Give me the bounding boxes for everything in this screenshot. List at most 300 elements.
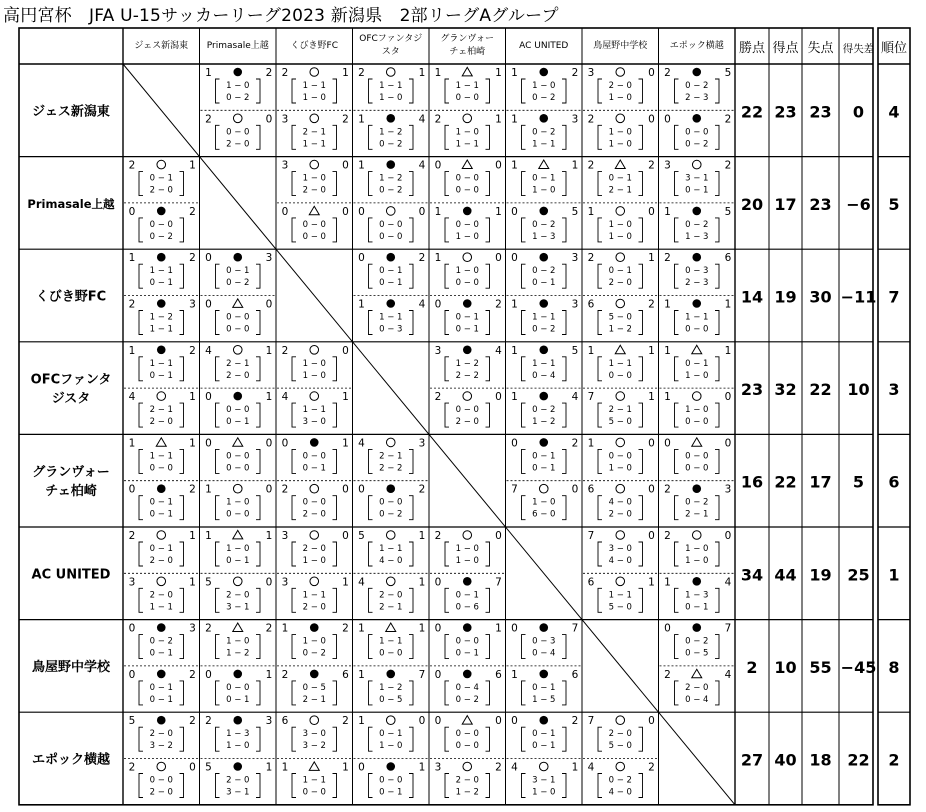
- row-header-team: AC UNITED: [31, 567, 111, 583]
- halftime-bracket-left: [292, 218, 296, 242]
- win-mark: [310, 531, 319, 540]
- match-score-for: 7: [587, 391, 595, 404]
- match-score-for: 0: [434, 668, 442, 681]
- second-half-score: 0 − 0: [685, 324, 709, 335]
- second-half-score: 0 − 1: [532, 741, 556, 752]
- halftime-bracket-left: [369, 727, 373, 751]
- match-score-against: 1: [189, 391, 196, 404]
- match-score-for: 0: [281, 205, 289, 218]
- second-half-score: 2 − 1: [685, 509, 709, 520]
- match-score-against: 2: [571, 67, 579, 79]
- match-score-for: 1: [434, 67, 442, 79]
- match-score-for: 2: [281, 344, 289, 357]
- page-title: 高円宮杯 JFA U-15サッカーリーグ2023 新潟県 2部リーグAグループ: [3, 6, 559, 26]
- loss-mark: [157, 346, 166, 355]
- match-score-against: 0: [495, 252, 502, 265]
- column-header-team: エポック横越: [669, 41, 724, 51]
- match-score-for: 2: [664, 483, 671, 496]
- match-score-against: 0: [495, 530, 502, 542]
- match-score-against: 0: [495, 715, 502, 728]
- match-score-for: 3: [281, 113, 289, 126]
- match-score-for: 1: [205, 530, 212, 542]
- second-half-score: 2 − 0: [302, 185, 326, 196]
- first-half-score: 1 − 0: [608, 127, 632, 138]
- first-half-score: 1 − 3: [685, 590, 709, 601]
- standing-value: 18: [809, 750, 832, 770]
- standing-value: 8: [888, 657, 900, 677]
- match-score-against: 1: [265, 668, 273, 681]
- second-half-score: 0 − 1: [226, 694, 250, 705]
- win-mark: [463, 392, 472, 401]
- halftime-bracket-right: [486, 79, 490, 103]
- match-score-against: 2: [189, 483, 196, 496]
- win-mark: [157, 160, 166, 169]
- second-half-score: 2 − 0: [149, 787, 173, 798]
- second-half-score: 0 − 0: [608, 370, 632, 381]
- first-half-score: 0 − 1: [532, 451, 556, 462]
- match-score-for: 0: [128, 668, 136, 681]
- halftime-bracket-left: [445, 311, 449, 335]
- match-score-against: 1: [418, 530, 426, 542]
- first-half-score: 0 − 2: [608, 775, 632, 786]
- win-mark: [692, 531, 701, 540]
- first-half-score: 1 − 1: [532, 312, 556, 323]
- draw-mark: [233, 530, 243, 539]
- second-half-score: 2 − 0: [226, 370, 250, 381]
- match-score-against: 0: [571, 483, 579, 496]
- match-score-for: 0: [434, 298, 442, 311]
- loss-mark: [539, 346, 548, 355]
- loss-mark: [463, 577, 472, 586]
- halftime-bracket-left: [139, 449, 143, 473]
- halftime-bracket-left: [522, 496, 526, 520]
- table-border-rank: [878, 28, 910, 805]
- halftime-bracket-left: [292, 542, 296, 566]
- halftime-bracket-right: [409, 449, 413, 473]
- match-score-for: 3: [587, 67, 595, 79]
- match-score-for: 4: [358, 437, 365, 450]
- first-half-score: 0 − 0: [455, 219, 479, 230]
- second-half-score: 0 − 2: [455, 694, 479, 705]
- first-half-score: 0 − 1: [608, 173, 632, 184]
- match-score-for: 0: [128, 622, 136, 635]
- halftime-bracket-right: [715, 125, 719, 149]
- second-half-score: 2 − 3: [685, 278, 709, 289]
- halftime-bracket-left: [598, 588, 602, 612]
- loss-mark: [463, 207, 472, 216]
- first-half-score: 0 − 0: [379, 497, 403, 508]
- win-mark: [157, 762, 166, 771]
- match-score-for: 1: [587, 344, 595, 357]
- second-half-score: 0 − 0: [226, 509, 250, 520]
- loss-mark: [233, 68, 242, 77]
- halftime-bracket-right: [562, 403, 566, 427]
- halftime-bracket-left: [369, 125, 373, 149]
- second-half-score: 3 − 2: [302, 741, 326, 752]
- halftime-bracket-left: [216, 774, 220, 798]
- halftime-bracket-right: [486, 125, 490, 149]
- match-score-for: 1: [434, 205, 442, 218]
- match-score-for: 2: [128, 298, 136, 311]
- halftime-bracket-left: [139, 542, 143, 566]
- second-half-score: 2 − 1: [608, 185, 632, 196]
- halftime-bracket-right: [486, 542, 490, 566]
- row-header-team: ジェス新潟東: [32, 104, 110, 120]
- halftime-bracket-right: [409, 79, 413, 103]
- first-half-score: 0 − 2: [149, 636, 173, 647]
- second-half-score: 0 − 1: [685, 602, 709, 613]
- match-score-against: 0: [265, 483, 273, 496]
- match-score-against: 2: [189, 344, 196, 357]
- second-half-score: 5 − 0: [608, 602, 632, 613]
- match-score-for: 0: [205, 298, 212, 311]
- first-half-score: 0 − 1: [608, 266, 632, 277]
- first-half-score: 0 − 2: [532, 219, 556, 230]
- match-score-for: 0: [511, 252, 518, 265]
- win-mark: [386, 438, 395, 447]
- match-score-for: 2: [434, 530, 442, 542]
- first-half-score: 1 − 1: [532, 358, 556, 369]
- halftime-bracket-right: [256, 264, 260, 288]
- row-header-team: グランヴォー: [32, 465, 110, 481]
- halftime-bracket-left: [139, 635, 143, 659]
- loss-mark: [463, 299, 472, 308]
- match-score-for: 1: [434, 252, 442, 265]
- draw-mark: [156, 438, 166, 447]
- second-half-score: 0 − 1: [379, 278, 403, 289]
- match-score-for: 4: [281, 391, 289, 404]
- halftime-bracket-right: [639, 496, 643, 520]
- loss-mark: [692, 253, 701, 262]
- second-half-score: 0 − 0: [379, 231, 403, 242]
- standing-value: 23: [809, 194, 832, 214]
- match-score-for: 5: [358, 530, 365, 542]
- draw-mark: [462, 160, 472, 169]
- halftime-bracket-right: [409, 125, 413, 149]
- halftime-bracket-left: [369, 496, 373, 520]
- match-score-against: 5: [724, 205, 732, 218]
- first-half-score: 1 − 1: [379, 81, 403, 91]
- halftime-bracket-left: [445, 542, 449, 566]
- loss-mark: [692, 207, 701, 216]
- second-half-score: 0 − 0: [302, 231, 326, 242]
- halftime-bracket-left: [445, 403, 449, 427]
- column-header-team: AC UNITED: [519, 41, 569, 51]
- halftime-bracket-right: [562, 264, 566, 288]
- halftime-bracket-right: [715, 311, 719, 335]
- standing-value: 6: [888, 472, 900, 492]
- match-score-for: 0: [664, 113, 671, 126]
- match-score-against: 1: [495, 205, 502, 218]
- halftime-bracket-left: [445, 264, 449, 288]
- first-half-score: 0 − 2: [685, 497, 709, 508]
- first-half-score: 0 − 0: [455, 405, 479, 416]
- second-half-score: 0 − 2: [685, 139, 709, 150]
- column-header-team: OFCファンタジ: [359, 34, 423, 44]
- match-score-for: 1: [511, 344, 518, 357]
- loss-mark: [539, 716, 548, 725]
- first-half-score: 0 − 1: [379, 266, 403, 277]
- standing-value: 14: [740, 287, 764, 307]
- match-score-for: 1: [281, 622, 289, 635]
- standing-value: 2: [746, 657, 758, 677]
- halftime-bracket-right: [409, 218, 413, 242]
- win-mark: [386, 577, 395, 586]
- match-score-against: 1: [265, 344, 273, 357]
- halftime-bracket-right: [562, 774, 566, 798]
- second-half-score: 0 − 2: [302, 648, 326, 659]
- match-score-for: 2: [205, 715, 212, 728]
- match-score-for: 1: [358, 298, 365, 311]
- halftime-bracket-left: [292, 588, 296, 612]
- halftime-bracket-left: [216, 727, 220, 751]
- standing-value: 23: [740, 380, 764, 400]
- match-score-for: 1: [205, 67, 212, 79]
- table-border-main: [19, 28, 873, 805]
- first-half-score: 1 − 0: [455, 266, 479, 277]
- second-half-score: 2 − 2: [455, 370, 479, 381]
- match-score-against: 6: [495, 668, 502, 681]
- first-half-score: 0 − 2: [532, 127, 556, 138]
- standing-value: −11: [840, 287, 877, 307]
- first-half-score: 0 − 3: [685, 266, 709, 277]
- match-score-for: 1: [358, 668, 365, 681]
- match-score-for: 1: [128, 252, 136, 265]
- loss-mark: [157, 716, 166, 725]
- first-half-score: 1 − 0: [608, 219, 632, 230]
- first-half-score: 0 − 2: [685, 219, 709, 230]
- first-half-score: 0 − 1: [379, 729, 403, 740]
- match-score-for: 6: [281, 715, 289, 728]
- standing-value: 19: [774, 287, 797, 307]
- loss-mark: [157, 207, 166, 216]
- halftime-bracket-right: [639, 542, 643, 566]
- match-score-for: 2: [128, 159, 136, 172]
- halftime-bracket-left: [369, 172, 373, 196]
- first-half-score: 1 − 1: [455, 81, 479, 91]
- row-header-team: 鳥屋野中学校: [31, 659, 111, 675]
- second-half-score: 2 − 2: [379, 463, 403, 474]
- halftime-bracket-left: [216, 496, 220, 520]
- second-half-score: 0 − 0: [455, 278, 479, 289]
- halftime-bracket-right: [333, 357, 337, 381]
- first-half-score: 4 − 0: [608, 497, 632, 508]
- halftime-bracket-left: [598, 218, 602, 242]
- second-half-score: 1 − 0: [685, 556, 709, 566]
- first-half-score: 0 − 0: [608, 451, 632, 462]
- halftime-bracket-right: [486, 774, 490, 798]
- stat-header: 勝点: [738, 41, 766, 56]
- second-half-score: 2 − 0: [302, 509, 326, 520]
- match-score-for: 2: [128, 761, 136, 774]
- second-half-score: 0 − 0: [685, 417, 709, 428]
- halftime-bracket-left: [598, 357, 602, 381]
- halftime-bracket-right: [180, 774, 184, 798]
- halftime-bracket-left: [598, 774, 602, 798]
- match-score-against: 6: [571, 668, 579, 681]
- first-half-score: 2 − 1: [226, 358, 250, 369]
- halftime-bracket-right: [639, 449, 643, 473]
- first-half-score: 1 − 0: [226, 636, 250, 647]
- draw-mark: [692, 438, 702, 447]
- second-half-score: 1 − 0: [226, 741, 250, 752]
- halftime-bracket-left: [292, 449, 296, 473]
- first-half-score: 3 − 0: [608, 544, 632, 554]
- match-score-for: 4: [587, 761, 595, 774]
- halftime-bracket-left: [445, 79, 449, 103]
- loss-mark: [463, 623, 472, 632]
- loss-mark: [157, 253, 166, 262]
- second-half-score: 1 − 0: [685, 370, 709, 381]
- win-mark: [692, 392, 701, 401]
- loss-mark: [539, 623, 548, 632]
- second-half-score: 1 − 0: [302, 556, 326, 566]
- first-half-score: 1 − 3: [226, 729, 250, 740]
- standing-value: 20: [740, 194, 764, 214]
- halftime-bracket-right: [333, 449, 337, 473]
- match-score-against: 2: [189, 252, 196, 265]
- match-score-for: 7: [511, 483, 518, 496]
- win-mark: [233, 114, 242, 123]
- match-score-against: 0: [342, 159, 349, 172]
- match-score-against: 2: [418, 483, 426, 496]
- column-header-team: グランヴォー: [440, 34, 495, 44]
- first-half-score: 1 − 2: [379, 682, 403, 693]
- first-half-score: 0 − 0: [226, 127, 250, 138]
- match-score-for: 1: [511, 113, 518, 126]
- first-half-score: 0 − 0: [379, 219, 403, 230]
- match-score-for: 2: [587, 252, 595, 265]
- first-half-score: 2 − 0: [226, 775, 250, 786]
- halftime-bracket-right: [562, 496, 566, 520]
- match-score-against: 0: [648, 530, 655, 542]
- halftime-bracket-right: [639, 125, 643, 149]
- halftime-bracket-left: [598, 496, 602, 520]
- standing-value: 40: [774, 750, 797, 770]
- halftime-bracket-left: [445, 588, 449, 612]
- halftime-bracket-left: [522, 681, 526, 705]
- row-header-team: ジスタ: [51, 391, 91, 407]
- halftime-bracket-right: [562, 125, 566, 149]
- first-half-score: 2 − 0: [608, 729, 632, 740]
- loss-mark: [463, 346, 472, 355]
- halftime-bracket-right: [409, 496, 413, 520]
- halftime-bracket-left: [139, 172, 143, 196]
- column-header-team: くびき野FC: [290, 41, 338, 51]
- second-half-score: 1 − 0: [608, 139, 632, 150]
- second-half-score: 1 − 0: [608, 463, 632, 474]
- standing-value: 19: [809, 565, 832, 585]
- halftime-bracket-left: [139, 774, 143, 798]
- match-score-for: 5: [205, 761, 212, 774]
- first-half-score: 2 − 0: [608, 81, 632, 91]
- match-score-against: 0: [265, 113, 273, 126]
- first-half-score: 2 − 0: [302, 544, 326, 554]
- halftime-bracket-right: [333, 125, 337, 149]
- draw-mark: [539, 160, 549, 169]
- column-header-team: Primasale上越: [206, 41, 269, 51]
- halftime-bracket-right: [256, 635, 260, 659]
- draw-mark: [386, 623, 396, 632]
- match-score-for: 2: [664, 668, 671, 681]
- second-half-score: 1 − 0: [379, 741, 403, 752]
- second-half-score: 0 − 1: [455, 324, 479, 335]
- match-score-against: 2: [342, 715, 349, 728]
- halftime-bracket-right: [180, 357, 184, 381]
- halftime-bracket-right: [180, 588, 184, 612]
- match-score-for: 0: [205, 391, 212, 404]
- halftime-bracket-right: [486, 357, 490, 381]
- match-score-against: 3: [571, 298, 579, 311]
- match-score-against: 0: [648, 113, 655, 126]
- loss-mark: [539, 253, 548, 262]
- standing-value: 22: [740, 102, 764, 122]
- first-half-score: 1 − 1: [149, 451, 173, 462]
- second-half-score: 1 − 0: [302, 370, 326, 381]
- first-half-score: 0 − 2: [685, 81, 709, 91]
- halftime-bracket-left: [598, 172, 602, 196]
- match-score-against: 0: [648, 67, 655, 79]
- match-score-for: 7: [587, 715, 595, 728]
- match-score-for: 2: [281, 483, 289, 496]
- loss-mark: [386, 253, 395, 262]
- second-half-score: 4 − 0: [608, 556, 632, 566]
- match-score-for: 2: [281, 67, 289, 79]
- second-half-score: 0 − 1: [532, 278, 556, 289]
- first-half-score: 1 − 0: [226, 81, 250, 91]
- match-score-for: 0: [281, 437, 289, 450]
- halftime-bracket-left: [216, 542, 220, 566]
- halftime-bracket-left: [675, 681, 679, 705]
- halftime-bracket-right: [562, 79, 566, 103]
- first-half-score: 0 − 0: [149, 219, 173, 230]
- match-score-against: 6: [724, 252, 732, 265]
- halftime-bracket-right: [180, 218, 184, 242]
- halftime-bracket-right: [256, 542, 260, 566]
- standing-value: 5: [852, 472, 865, 492]
- loss-mark: [539, 392, 548, 401]
- match-score-against: 0: [342, 483, 349, 496]
- match-score-against: 4: [571, 391, 579, 404]
- second-half-score: 1 − 3: [532, 231, 556, 242]
- first-half-score: 0 − 1: [226, 266, 250, 277]
- first-half-score: 1 − 1: [302, 81, 326, 91]
- match-score-for: 0: [511, 437, 518, 450]
- halftime-bracket-right: [486, 172, 490, 196]
- second-half-score: 0 − 1: [149, 370, 173, 381]
- standing-value: 0: [852, 102, 865, 122]
- column-header-team: ジェス新潟東: [134, 41, 189, 51]
- match-score-for: 3: [281, 159, 289, 172]
- halftime-bracket-right: [409, 588, 413, 612]
- match-score-for: 4: [358, 576, 365, 589]
- halftime-bracket-right: [562, 449, 566, 473]
- match-score-for: 0: [434, 715, 442, 728]
- match-score-against: 3: [571, 252, 579, 265]
- loss-mark: [157, 623, 166, 632]
- halftime-bracket-right: [333, 218, 337, 242]
- match-score-against: 3: [265, 715, 273, 728]
- row-header-team: エポック横越: [31, 752, 111, 768]
- halftime-bracket-left: [369, 588, 373, 612]
- halftime-bracket-left: [522, 264, 526, 288]
- halftime-bracket-left: [139, 218, 143, 242]
- loss-mark: [539, 207, 548, 216]
- second-half-score: 1 − 0: [608, 231, 632, 242]
- first-half-score: 1 − 1: [302, 405, 326, 416]
- loss-mark: [386, 484, 395, 493]
- first-half-score: 2 − 0: [149, 590, 173, 601]
